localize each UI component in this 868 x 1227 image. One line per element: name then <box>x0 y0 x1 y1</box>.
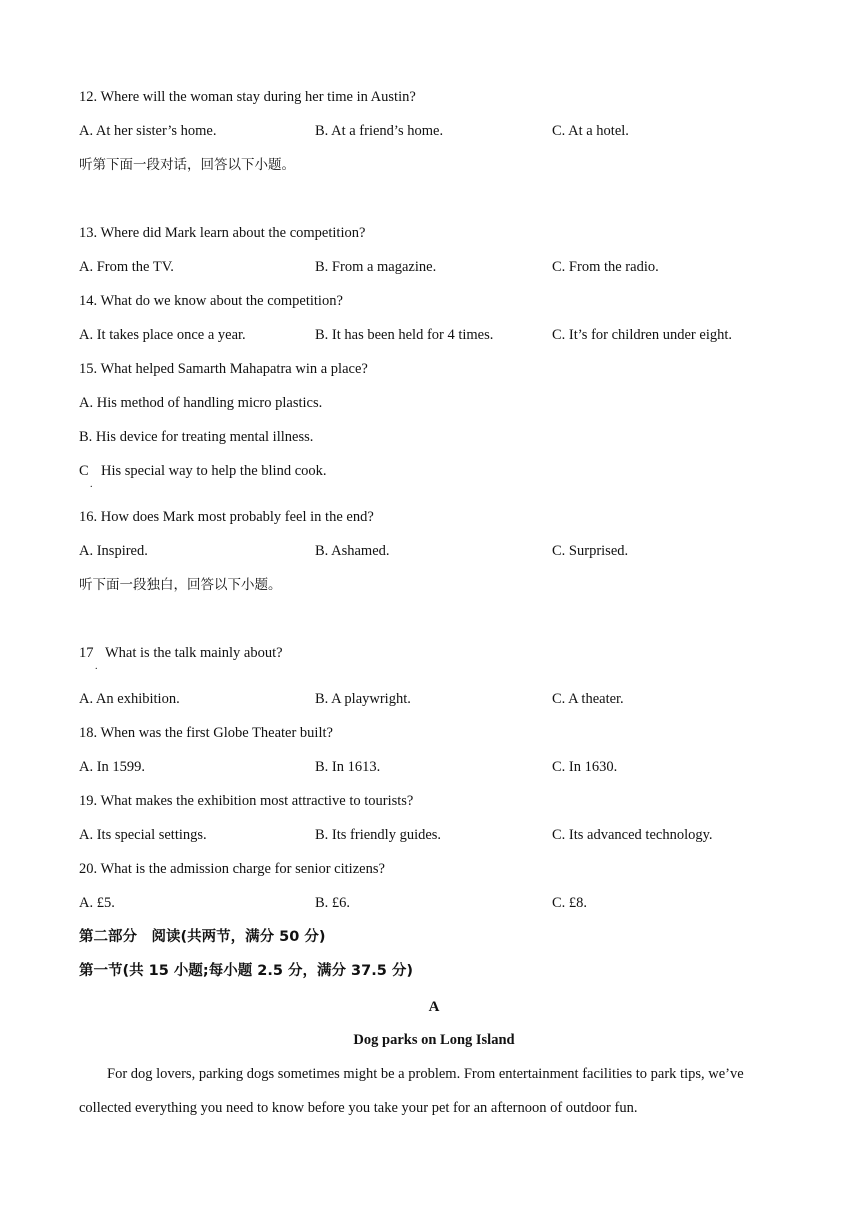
q17-option-c: C. A theater. <box>552 691 624 707</box>
q14-option-b: B. It has been held for 4 times. <box>315 327 494 343</box>
q15-option-a: A. His method of handling micro plastics. <box>79 395 323 411</box>
passage-paragraph <box>79 1057 789 1125</box>
q15-option-b: B. His device for treating mental illness. <box>79 429 314 445</box>
q12-option-a: A. At her sister’s home. <box>79 123 217 139</box>
q19-option-a: A. Its special settings. <box>79 827 207 843</box>
question-14: 14. What do we know about the competition? <box>79 293 343 309</box>
q20-option-b: B. £6. <box>315 895 351 911</box>
passage-letter: A <box>428 999 440 1015</box>
q19-option-c: C. Its advanced technology. <box>552 827 713 843</box>
q13-option-a: A. From the TV. <box>79 259 174 275</box>
q15-option-c-text: His special way to help the blind cook. <box>101 463 327 479</box>
listening-instruction-2: 听下面一段独白，回答以下小题。 <box>79 577 282 593</box>
stray-dot-mark: . <box>95 661 98 672</box>
question-17: What is the talk mainly about? <box>105 645 283 661</box>
part-two-heading: 第二部分 阅读(共两节，满分 50 分) <box>79 929 326 945</box>
q19-option-b: B. Its friendly guides. <box>315 827 442 843</box>
passage-title: Dog parks on Long Island <box>353 1032 515 1048</box>
passage-text: For dog lovers, parking dogs sometimes might be a problem. From entertainment facilities to park tips, we’ve collected everything you need to know before you take your pet for an afternoon of outdoor fun. <box>79 1066 744 1116</box>
question-17-number: 17 <box>79 645 94 661</box>
q16-option-b: B. Ashamed. <box>315 543 390 559</box>
question-13: 13. Where did Mark learn about the competition? <box>79 225 366 241</box>
q12-option-c: C. At a hotel. <box>552 123 629 139</box>
q15-option-c-letter: C <box>79 463 89 479</box>
q13-option-c: C. From the radio. <box>552 259 659 275</box>
q14-option-c: C. It’s for children under eight. <box>552 327 732 343</box>
q17-option-b: B. A playwright. <box>315 691 411 707</box>
q18-option-c: C. In 1630. <box>552 759 618 775</box>
question-18: 18. When was the first Globe Theater built? <box>79 725 333 741</box>
q18-option-a: A. In 1599. <box>79 759 146 775</box>
question-12: 12. Where will the woman stay during her time in Austin? <box>79 89 416 105</box>
q17-option-a: A. An exhibition. <box>79 691 180 707</box>
q12-option-b: B. At a friend’s home. <box>315 123 444 139</box>
q18-option-b: B. In 1613. <box>315 759 381 775</box>
q20-option-c: C. £8. <box>552 895 588 911</box>
section-one-heading: 第一节(共 15 小题;每小题 2.5 分，满分 37.5 分) <box>79 963 413 979</box>
q13-option-b: B. From a magazine. <box>315 259 437 275</box>
stray-dot-mark: . <box>90 479 93 490</box>
question-15: 15. What helped Samarth Mahapatra win a place? <box>79 361 368 377</box>
q20-option-a: A. £5. <box>79 895 115 911</box>
listening-instruction-1: 听第下面一段对话，回答以下小题。 <box>79 157 295 173</box>
question-19: 19. What makes the exhibition most attractive to tourists? <box>79 793 414 809</box>
q14-option-a: A. It takes place once a year. <box>79 327 246 343</box>
question-16: 16. How does Mark most probably feel in the end? <box>79 509 374 525</box>
question-20: 20. What is the admission charge for senior citizens? <box>79 861 385 877</box>
q16-option-c: C. Surprised. <box>552 543 629 559</box>
q16-option-a: A. Inspired. <box>79 543 148 559</box>
